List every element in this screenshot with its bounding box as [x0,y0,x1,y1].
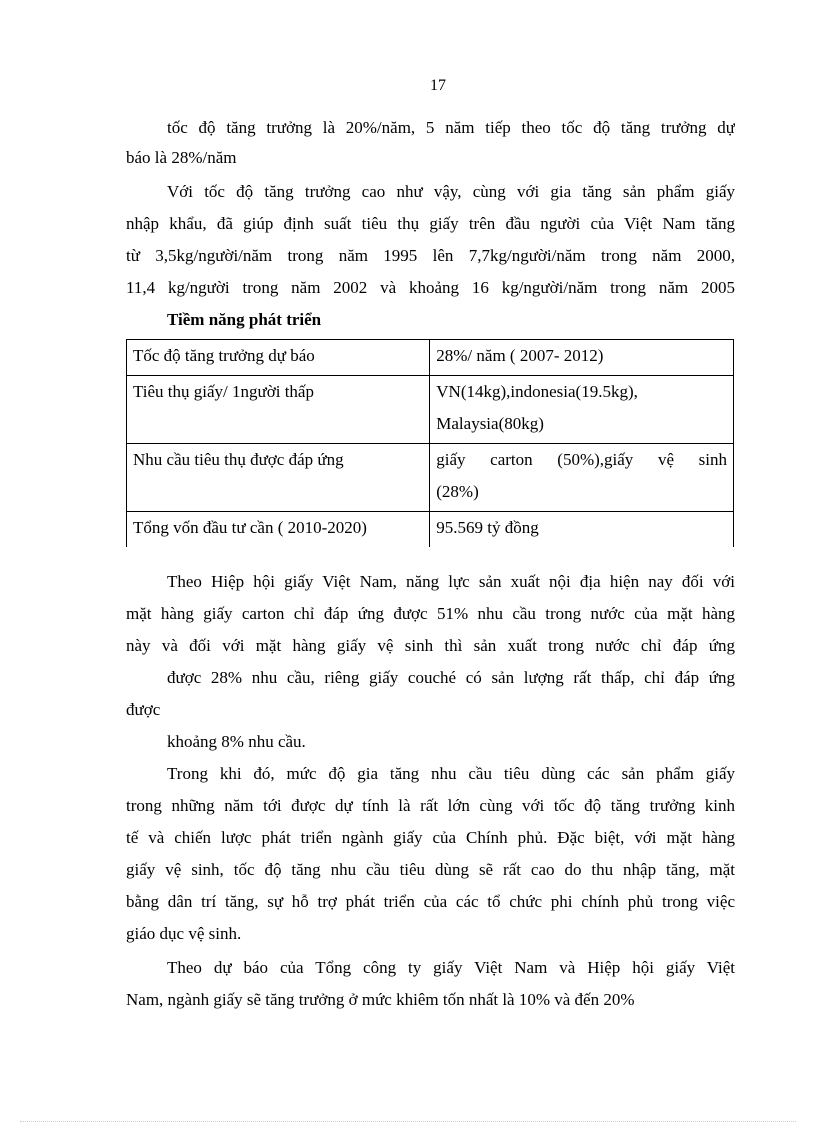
paragraph-3-line-4: được 28% nhu cầu, riêng giấy couché có sản lượng rất thấp, chỉ đáp ứng [167,668,735,687]
cell-text: giấy carton (50%),giấy vệ sinh [436,450,727,469]
paragraph-4-line-3: tế và chiến lược phát triển ngành giấy của Chính phủ. Đặc biệt, với mặt hàng [126,828,735,847]
paragraph-1-line-1: tốc độ tăng trưởng là 20%/năm, 5 năm tiếp theo tốc độ tăng trưởng dự [167,118,735,137]
paragraph-5-line-1: Theo dự báo của Tổng công ty giấy Việt Nam và Hiệp hội giấy Việt [167,958,735,977]
paragraph-3-line-5: được [126,700,161,719]
table-cell-label [127,444,430,512]
paragraph-4-line-6: giáo dục vệ sinh. [126,924,242,943]
table-cell-value [430,444,734,512]
paragraph-1-line-2: báo là 28%/năm [126,148,237,167]
paragraph-3-line-1: Theo Hiệp hội giấy Việt Nam, năng lực sản xuất nội địa hiện nay đối với [167,572,735,591]
cell-text: Malaysia(80kg) [436,414,544,433]
cell-text: Tiêu thụ giấy/ 1người thấp [133,382,314,401]
cell-text: (28%) [436,482,479,501]
page-bottom-divider [20,1121,796,1122]
table-cell-label [127,376,430,444]
paragraph-3-line-3: này và đối với mặt hàng giấy vệ sinh thì sản xuất trong nước chỉ đáp ứng [126,636,735,655]
table-row [127,444,734,512]
paragraph-4-line-1: Trong khi đó, mức độ gia tăng nhu cầu tiêu dùng các sản phẩm giấy [167,764,735,783]
table-row [127,340,734,376]
page-number: 17 [430,77,446,94]
paragraph-4-line-4: giấy vệ sinh, tốc độ tăng nhu cầu tiêu dùng sẽ rất cao do thu nhập tăng, mặt [126,860,735,879]
cell-text: Tổng vốn đầu tư cần ( 2010-2020) [133,518,367,537]
paragraph-3-line-6: khoảng 8% nhu cầu. [167,732,306,751]
cell-text: 95.569 tỷ đồng [436,518,539,537]
table-cell-value [430,376,734,444]
table-cell-value [430,512,734,548]
paragraph-4-line-2: trong những năm tới được dự tính là rất lớn cùng với tốc độ tăng trưởng kinh [126,796,735,815]
cell-text: VN(14kg),indonesia(19.5kg), [436,382,638,401]
table-cell-value [430,340,734,376]
paragraph-2-line-4: 11,4 kg/người trong năm 2002 và khoảng 16 kg/người/năm trong năm 2005 [126,278,735,297]
cell-text: Nhu cầu tiêu thụ được đáp ứng [133,450,344,469]
table-heading: Tiềm năng phát triển [167,310,322,329]
paragraph-2-line-2: nhập khẩu, đã giúp định suất tiêu thụ giấy trên đầu người của Việt Nam tăng [126,214,735,233]
paragraph-2-line-3: từ 3,5kg/người/năm trong năm 1995 lên 7,7kg/người/năm trong năm 2000, [126,246,735,265]
cell-text: Tốc độ tăng trưởng dự báo [133,346,315,365]
cell-text: 28%/ năm ( 2007- 2012) [436,346,604,365]
table-row [127,512,734,548]
table-cell-label [127,512,430,548]
table-row [127,376,734,444]
paragraph-5-line-2: Nam, ngành giấy sẽ tăng trưởng ở mức khiêm tốn nhất là 10% và đến 20% [126,990,635,1009]
table-cell-label [127,340,430,376]
paragraph-2-line-1: Với tốc độ tăng trưởng cao như vậy, cùng với gia tăng sản phẩm giấy [167,182,735,201]
potential-table [126,339,734,547]
paragraph-3-line-2: mặt hàng giấy carton chỉ đáp ứng được 51% nhu cầu trong nước của mặt hàng [126,604,735,623]
paragraph-4-line-5: bằng dân trí tăng, sự hỗ trợ phát triển của các tổ chức phi chính phủ trong việc [126,892,735,911]
